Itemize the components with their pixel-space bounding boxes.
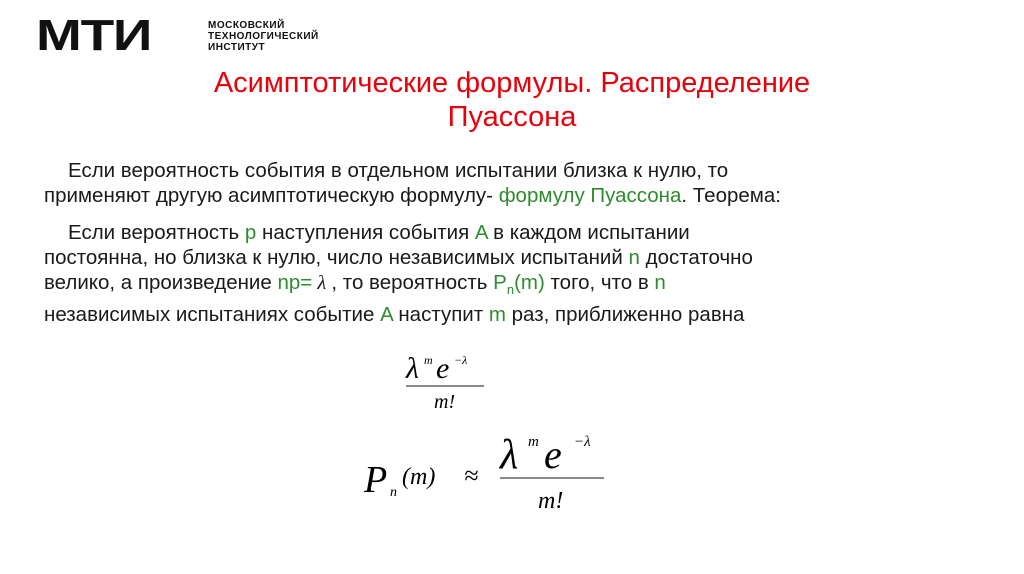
formula-poisson-approx bbox=[360, 428, 620, 523]
exponent-m: m bbox=[424, 353, 433, 367]
logo-mark: МТИ bbox=[36, 11, 152, 60]
denominator: m! bbox=[434, 391, 456, 413]
logo bbox=[36, 11, 319, 60]
paragraph-intro: Если вероятность события в отдельном испытании близка к нулю, то применяют другую асимптотическую формулу- формулу Пуассона. Теорема: bbox=[44, 159, 781, 207]
slide-title: Асимптотические формулы. Распределение Пуассона bbox=[213, 67, 811, 133]
lambda-symbol: λ bbox=[500, 432, 519, 478]
formula-svg bbox=[392, 346, 502, 416]
argument-m: (m) bbox=[402, 464, 436, 490]
formula-main-svg bbox=[360, 428, 620, 518]
approx-sign: ≈ bbox=[464, 461, 479, 490]
denominator: m! bbox=[538, 488, 564, 514]
euler-e: e bbox=[436, 352, 450, 385]
exponent-m: m bbox=[528, 434, 539, 450]
probability-P: P bbox=[364, 459, 388, 501]
logo-text: МОСКОВСКИЙ ТЕХНОЛОГИЧЕСКИЙ ИНСТИТУТ bbox=[208, 19, 319, 53]
paragraph-theorem: Если вероятность p наступления события A в каждом испытании постоянна, но близка к нулю, число независимых испытаний n достаточно велико, а произведение np= λ , то вероятность $P_n(m)$ того, что в n независимых испытаниях событие A наступит m раз, приближенно равна bbox=[44, 221, 753, 327]
exponent-neg-lambda: −λ bbox=[574, 434, 591, 450]
lambda-symbol: λ bbox=[406, 352, 419, 385]
subscript-n: n bbox=[390, 485, 397, 500]
exponent-neg-lambda: −λ bbox=[454, 353, 468, 367]
formula-poisson-fraction bbox=[392, 346, 502, 421]
euler-e: e bbox=[544, 432, 562, 477]
